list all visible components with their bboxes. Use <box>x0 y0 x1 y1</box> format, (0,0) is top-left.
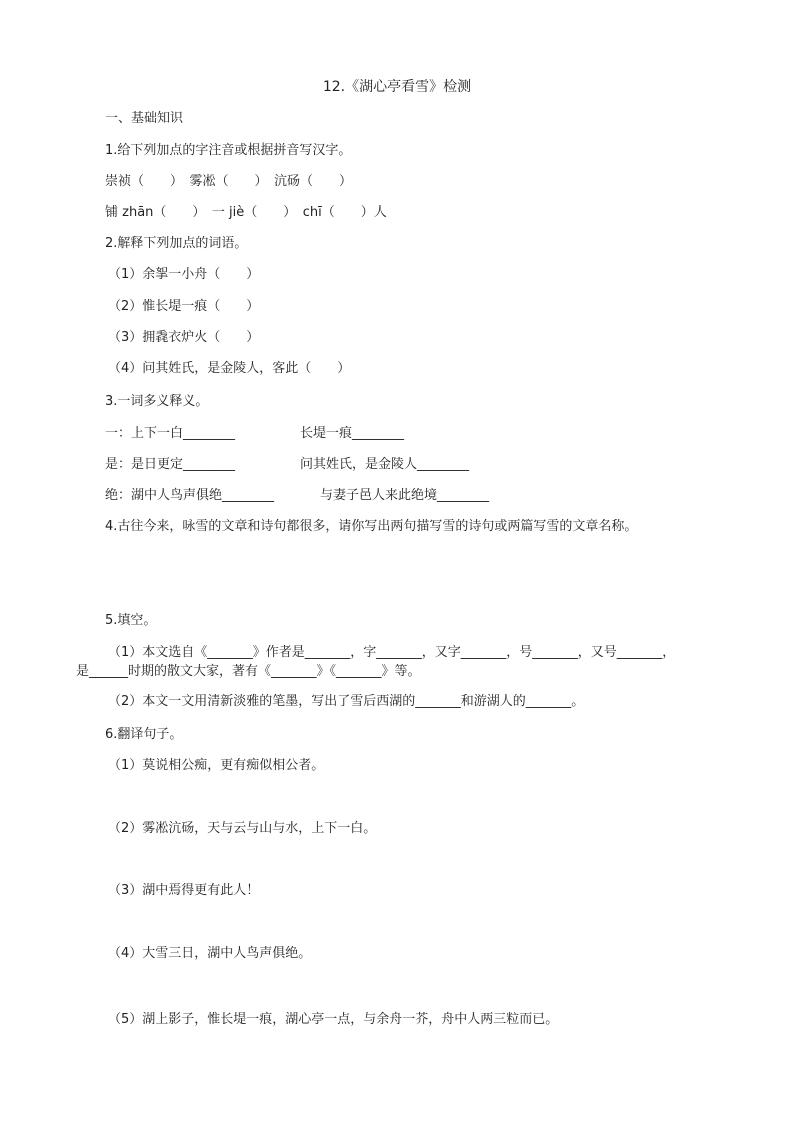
question-6-item: （3）湖中焉得更有此人！ <box>108 883 260 898</box>
question-1-row-1: 崇祯（ ） 雾凇（ ） 沆砀（ ） <box>105 174 353 189</box>
question-6-item: （1）莫说相公痴，更有痴似相公者。 <box>108 758 325 773</box>
question-6-item: （2）雾凇沆砀，天与云与山与水，上下一白。 <box>108 821 377 836</box>
section-heading: 一、基础知识 <box>105 111 184 126</box>
question-3-item: 一：上下一白________ <box>105 426 236 441</box>
question-2-item: （4）问其姓氏，是金陵人，客此（ ） <box>108 361 351 376</box>
question-3-item: 绝：湖中人鸟声俱绝________ <box>105 488 275 503</box>
question-3-item: 是：是日更定________ <box>105 457 236 472</box>
question-3-item: 长堤一痕________ <box>300 426 405 441</box>
question-2-item: （2）惟长堤一痕（ ） <box>108 299 260 314</box>
question-5-line-3: （2）本文一文用清新淡雅的笔墨，写出了雪后西湖的_______和游湖人的_______。 <box>108 694 585 709</box>
question-6-prompt: 6.翻译句子。 <box>105 727 183 742</box>
question-2-item: （1）余挐一小舟（ ） <box>108 267 260 282</box>
question-5-line-1: （1）本文选自《_______》作者是_______，字_______，又字_______，号_______，又号_______， <box>108 645 676 660</box>
question-5-prompt: 5.填空。 <box>105 613 157 628</box>
question-3-prompt: 3.一词多义释义。 <box>105 394 209 409</box>
question-6-item: （4）大雪三日，湖中人鸟声俱绝。 <box>108 946 312 961</box>
question-3-item: 问其姓氏，是金陵人________ <box>300 457 470 472</box>
question-1-prompt: 1.给下列加点的字注音或根据拼音写汉字。 <box>105 143 352 158</box>
question-5-line-2: 是______时期的散文大家，著有《_______》《_______》等。 <box>76 664 421 679</box>
question-2-item: （3）拥毳衣炉火（ ） <box>108 330 260 345</box>
question-2-prompt: 2.解释下列加点的词语。 <box>105 236 248 251</box>
question-6-item: （5）湖上影子，惟长堤一痕，湖心亭一点，与余舟一芥，舟中人两三粒而已。 <box>108 1012 559 1027</box>
question-1-row-2: 铺 zhān（ ） 一 jiè（ ） chī（ ）人 <box>105 205 387 220</box>
page-title: 12.《湖心亭看雪》检测 <box>322 79 472 95</box>
question-3-item: 与妻子邑人来此绝境________ <box>320 488 490 503</box>
question-4-prompt: 4.古往今来，咏雪的文章和诗句都很多，请你写出两句描写雪的诗句或两篇写雪的文章名称。 <box>105 519 638 534</box>
